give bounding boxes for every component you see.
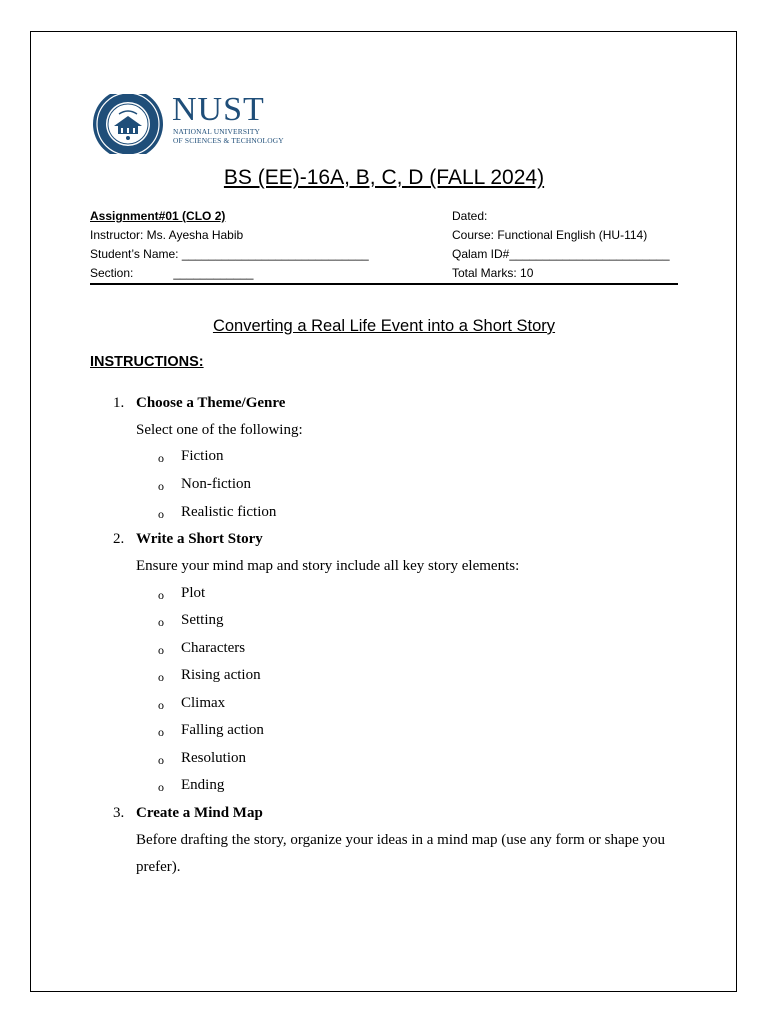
list-item: Ending [181, 777, 225, 793]
bullet-marker: o [158, 780, 164, 794]
section-field [90, 264, 369, 283]
nust-logo [92, 91, 302, 154]
step-heading: Write a Short Story [136, 531, 263, 547]
section-label: Section: [90, 266, 134, 280]
bullet-marker: o [158, 479, 164, 493]
step-heading: Choose a Theme/Genre [136, 395, 286, 411]
bullet-marker: o [158, 670, 164, 684]
logo-subtitle-line2: OF SCIENCES & TECHNOLOGY [173, 135, 284, 145]
logo-subtitle [173, 128, 284, 145]
qalam-id-field: Qalam ID#________________________ [452, 247, 670, 261]
bullet-marker: o [158, 615, 164, 629]
assignment-subtitle: Converting a Real Life Event into a Short Story [212, 317, 556, 335]
list-item: Characters [181, 640, 246, 656]
bullet-marker: o [158, 753, 164, 767]
instructor-label: Instructor: Ms. Ayesha Habib [90, 228, 244, 242]
page-title: BS (EE)-16A, B, C, D (FALL 2024) [223, 166, 545, 189]
step-number: 2. [113, 531, 125, 547]
list-item: Climax [181, 695, 226, 711]
info-right-column [452, 207, 670, 283]
bullet-marker: o [158, 507, 164, 521]
step-number: 1. [113, 395, 125, 411]
step-heading: Create a Mind Map [136, 805, 263, 821]
bullet-marker: o [158, 643, 164, 657]
logo-subtitle-line1: NATIONAL UNIVERSITY [173, 127, 261, 136]
bullet-marker: o [158, 451, 164, 465]
list-item: Setting [181, 612, 224, 628]
list-item: Resolution [181, 750, 247, 766]
student-name-field: Student’s Name: ____________________________ [90, 247, 369, 261]
bullet-marker: o [158, 698, 164, 712]
list-item: Realistic fiction [181, 504, 277, 520]
step-number: 3. [113, 805, 125, 821]
bullet-marker: o [158, 725, 164, 739]
list-item: Plot [181, 585, 206, 601]
step-text: Before drafting the story, organize your ideas in a mind map (use any form or shape you [136, 832, 666, 848]
section-blank: ____________ [173, 266, 254, 280]
step-text: Select one of the following: [136, 422, 303, 438]
assignment-label: Assignment#01 (CLO 2) [90, 209, 226, 223]
header-divider [90, 283, 678, 285]
dated-label: Dated: [452, 209, 488, 223]
university-seal-icon [92, 94, 166, 154]
total-marks-label: Total Marks: 10 [452, 266, 534, 280]
info-left-column [90, 207, 369, 283]
list-item: Non-fiction [181, 476, 251, 492]
step-text: Ensure your mind map and story include all key story elements: [136, 558, 520, 574]
logo-wordmark: NUST [172, 91, 265, 128]
list-item: Falling action [181, 722, 264, 738]
bullet-marker: o [158, 588, 164, 602]
list-item: Rising action [181, 667, 261, 683]
list-item: Fiction [181, 448, 224, 464]
course-label: Course: Functional English (HU-114) [452, 228, 648, 242]
step-text: prefer). [136, 859, 181, 875]
instructions-heading: INSTRUCTIONS: [90, 354, 204, 370]
